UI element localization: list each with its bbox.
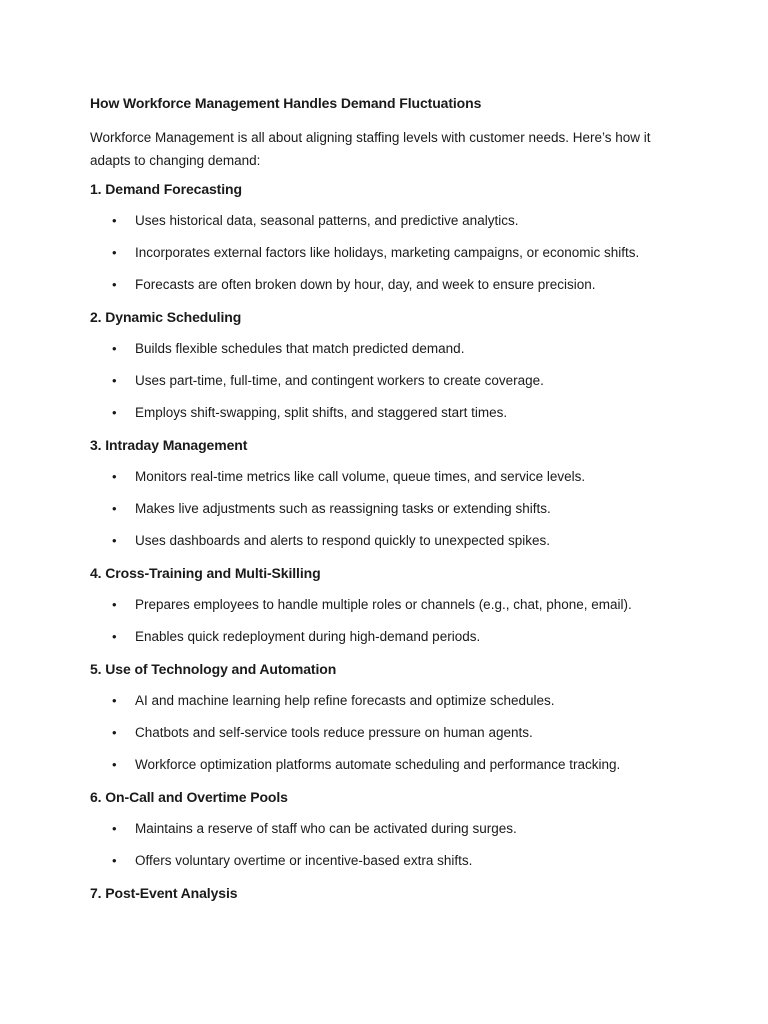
- bullet-icon: •: [112, 277, 117, 292]
- list-item-text: Workforce optimization platforms automate scheduling and performance tracking.: [135, 757, 621, 772]
- bullet-list: [90, 819, 678, 871]
- list-item: [90, 371, 678, 391]
- list-item-text: Makes live adjustments such as reassigning tasks or extending shifts.: [135, 501, 551, 516]
- section-heading: 1. Demand Forecasting: [90, 181, 242, 197]
- list-item: [90, 499, 678, 519]
- list-item-text: Builds flexible schedules that match predicted demand.: [135, 341, 465, 356]
- list-item-text: Incorporates external factors like holidays, marketing campaigns, or economic shifts.: [135, 245, 640, 260]
- list-item: [90, 275, 678, 295]
- bullet-icon: •: [112, 469, 117, 484]
- bullet-icon: •: [112, 245, 117, 260]
- bullet-icon: •: [112, 629, 117, 644]
- list-item: [90, 723, 678, 743]
- list-item: [90, 691, 678, 711]
- bullet-icon: •: [112, 213, 117, 228]
- list-item: [90, 851, 678, 871]
- intro-paragraph: Workforce Management is all about aligning staffing levels with customer needs. Here’s how it adapts to changing demand:: [90, 130, 651, 168]
- bullet-icon: •: [112, 693, 117, 708]
- list-item-text: Forecasts are often broken down by hour, day, and week to ensure precision.: [135, 277, 596, 292]
- list-item-text: Monitors real-time metrics like call volume, queue times, and service levels.: [135, 469, 586, 484]
- list-item: [90, 243, 678, 263]
- bullet-icon: •: [112, 597, 117, 612]
- list-item: [90, 211, 678, 231]
- bullet-list: [90, 691, 678, 775]
- list-item-text: Chatbots and self-service tools reduce pressure on human agents.: [135, 725, 533, 740]
- bullet-list: [90, 595, 678, 647]
- bullet-icon: •: [112, 757, 117, 772]
- list-item-text: AI and machine learning help refine forecasts and optimize schedules.: [135, 693, 555, 708]
- bullet-list: [90, 339, 678, 423]
- list-item: [90, 595, 678, 615]
- list-item-text: Employs shift-swapping, split shifts, and staggered start times.: [135, 405, 508, 420]
- list-item: [90, 627, 678, 647]
- document-title: How Workforce Management Handles Demand Fluctuations: [90, 95, 482, 111]
- bullet-list: [90, 467, 678, 551]
- section-heading: 5. Use of Technology and Automation: [90, 661, 337, 677]
- list-item-text: Maintains a reserve of staff who can be activated during surges.: [135, 821, 517, 836]
- bullet-icon: •: [112, 501, 117, 516]
- list-item-text: Uses historical data, seasonal patterns, and predictive analytics.: [135, 213, 519, 228]
- list-item: [90, 467, 678, 487]
- list-item-text: Uses dashboards and alerts to respond quickly to unexpected spikes.: [135, 533, 550, 548]
- bullet-icon: •: [112, 853, 117, 868]
- bullet-list: [90, 211, 678, 295]
- list-item: [90, 403, 678, 423]
- list-item: [90, 339, 678, 359]
- list-item-text: Prepares employees to handle multiple roles or channels (e.g., chat, phone, email).: [135, 597, 632, 612]
- section-heading: 6. On-Call and Overtime Pools: [90, 789, 288, 805]
- list-item: [90, 531, 678, 551]
- sections-container: [90, 179, 678, 903]
- bullet-icon: •: [112, 533, 117, 548]
- list-item-text: Enables quick redeployment during high-demand periods.: [135, 629, 481, 644]
- section-heading: 2. Dynamic Scheduling: [90, 309, 242, 325]
- list-item-text: Offers voluntary overtime or incentive-based extra shifts.: [135, 853, 473, 868]
- list-item: [90, 755, 678, 775]
- list-item-text: Uses part-time, full-time, and contingent workers to create coverage.: [135, 373, 544, 388]
- bullet-icon: •: [112, 373, 117, 388]
- list-item: [90, 819, 678, 839]
- bullet-icon: •: [112, 725, 117, 740]
- bullet-icon: •: [112, 405, 117, 420]
- bullet-icon: •: [112, 821, 117, 836]
- section-heading: 7. Post-Event Analysis: [90, 885, 238, 901]
- section-heading: 3. Intraday Management: [90, 437, 248, 453]
- bullet-icon: •: [112, 341, 117, 356]
- section-heading: 4. Cross-Training and Multi-Skilling: [90, 565, 321, 581]
